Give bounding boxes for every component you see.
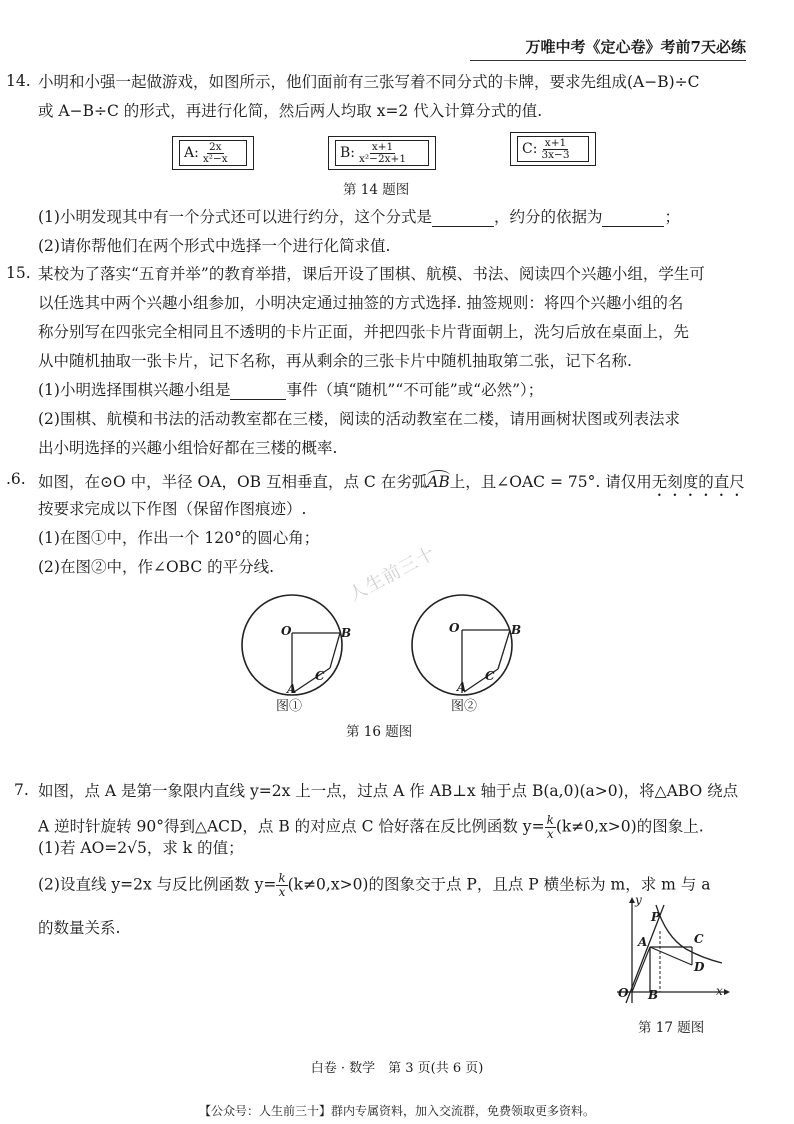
fraction-k-over-x: $\frac{k}{x}$	[278, 871, 286, 899]
q14-sub1: (1)小明发现其中有一个分式还可以进行约分，这个分式是 ，约分的依据为 ；	[38, 208, 680, 226]
q15-line3: 称分别写在四张完全相同且不透明的卡片正面，并把四张卡片背面朝上，洗匀后放在桌面上，先	[38, 323, 690, 341]
fraction-k-over-x: $\frac{k}{x}$	[546, 813, 554, 841]
q16-sub1: (1)在图①中，作出一个 120°的圆心角；	[38, 529, 320, 547]
q16-number: .6.	[6, 470, 26, 488]
q17-line2: A 逆时针旋转 90°得到△ACD，点 B 的对应点 C 恰好落在反比例函数 y= $\frac{k}{x}$ (k≠0,x>0)的图象上.	[38, 813, 704, 841]
fig17-label-c: C	[694, 932, 704, 946]
fig1-caption: 图①	[276, 699, 303, 714]
fig17-label-x: x	[716, 984, 723, 998]
answer-blank	[230, 385, 286, 400]
fig17-label-a: A	[638, 935, 648, 949]
fig2-label-a: A	[457, 680, 467, 694]
q15-line1: 某校为了落实“五育并举”的教育举措，课后开设了围棋、航模、书法、阅读四个兴趣小组，学生可	[38, 265, 705, 283]
q17-line1: 如图，点 A 是第一象限内直线 y=2x 上一点，过点 A 作 AB⊥x 轴于点 B(a,0)(a>0)，将△ABO 绕点	[38, 782, 739, 800]
q17-figure	[612, 895, 732, 1007]
answer-blank	[602, 212, 664, 227]
q15-number: 15.	[6, 264, 31, 282]
q17-caption: 第 17 题图	[638, 1020, 705, 1036]
q16-sub2: (2)在图②中，作∠OBC 的平分线.	[38, 558, 275, 576]
fig17-label-o: O	[618, 986, 629, 1000]
fig17-label-p: P	[651, 910, 661, 924]
q15-line4: 从中随机抽取一张卡片，记下名称，再从剩余的三张卡片中随机抽取第二张，记下名称.	[38, 352, 632, 370]
card-b-label: B:	[340, 145, 356, 161]
fig1-label-c: C	[315, 669, 325, 683]
header-divider	[470, 60, 746, 61]
page-footer: 白卷 · 数学 第 3 页(共 6 页)	[310, 1061, 484, 1076]
watermark: 人生前三十	[345, 542, 440, 606]
q15-sub2-line1: (2)围棋、航模和书法的活动教室都在三楼，阅读的活动教室在二楼，请用画树状图或列表法求	[38, 410, 680, 428]
fig2-label-c: C	[485, 669, 495, 683]
page-header: 万唯中考《定心卷》考前7天必练	[525, 38, 746, 56]
q14-sub2: (2)请你帮他们在两个形式中选择一个进行化简求值.	[38, 237, 391, 255]
q14-line2: 或 A−B÷C 的形式，再进行化简，然后两人均取 x=2 代入计算分式的值.	[38, 102, 543, 120]
q17-number: 7.	[14, 781, 29, 799]
card-a-fraction: $\frac{2x}{\text{x²−x}}$	[202, 140, 228, 165]
answer-blank	[432, 212, 494, 227]
q17-sub1: (1)若 AO=2√5，求 k 的值；	[38, 839, 244, 857]
fig17-label-y: y	[635, 893, 642, 907]
q14-line1: 小明和小强一起做游戏，如图所示，他们面前有三张写着不同分式的卡牌，要求先组成(A−B)÷C	[38, 73, 700, 91]
arc-ab: AB	[427, 470, 450, 492]
fig17-label-d: D	[694, 960, 705, 974]
q14-card-b	[328, 136, 436, 170]
fig1-label-o: O	[281, 624, 292, 638]
fig1-label-a: A	[287, 682, 297, 696]
figure-1-circle	[242, 595, 342, 695]
card-c-fraction: $\frac{x+1}{3x-3}$	[541, 136, 570, 161]
q17-sub2: (2)设直线 y=2x 与反比例函数 y= $\frac{k}{x}$ (k≠0,x>0)的图象交于点 P，且点 P 横坐标为 m，求 m 与 a	[38, 871, 711, 899]
fig2-caption: 图②	[451, 699, 478, 714]
q17-sub2-line2: 的数量关系.	[38, 919, 121, 937]
q15-sub2-line2: 出小明选择的兴趣小组恰好都在三楼的概率.	[38, 439, 338, 457]
fig2-label-b: B	[511, 623, 522, 637]
fig1-label-b: B	[341, 626, 352, 640]
q14-card-a	[172, 136, 254, 170]
q14-caption: 第 14 题图	[343, 182, 410, 198]
q16-caption: 第 16 题图	[346, 724, 413, 740]
card-a-label: A:	[184, 145, 199, 161]
promo-note: 【公众号：人生前三十】群内专属资料，加入交流群，免费领取更多资料。	[198, 1104, 595, 1118]
card-c-label: C:	[522, 141, 538, 157]
fig2-label-o: O	[449, 621, 460, 635]
q14-card-c	[510, 132, 596, 166]
fig17-label-b: B	[648, 988, 659, 1002]
card-b-fraction: $\frac{x+1}{\text{x²−2x+1}}$	[359, 140, 407, 165]
q15-line2: 以任选其中两个兴趣小组参加，小明决定通过抽签的方式选择. 抽签规则：将四个兴趣小组的名	[38, 294, 684, 312]
q16-line1: 如图，在⊙O 中，半径 OA，OB 互相垂直，点 C 在劣弧AB上，且∠OAC = 75°. 请仅用无刻度的直尺	[38, 470, 745, 500]
q16-line2: 按要求完成以下作图（保留作图痕迹）.	[38, 500, 307, 518]
q15-sub1: (1)小明选择围棋兴趣小组是 事件（填“随机”“不可能”或“必然”）；	[38, 381, 544, 399]
q14-number: 14.	[6, 72, 31, 90]
